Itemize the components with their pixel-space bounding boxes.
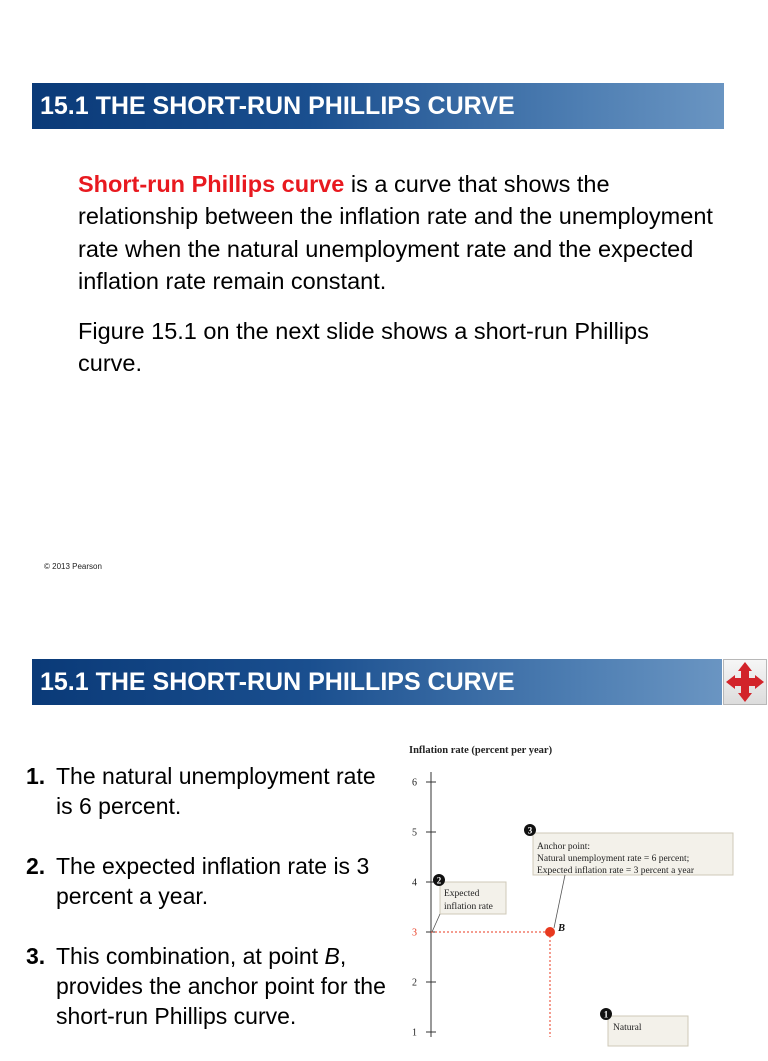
phillips-curve-chart [400,737,760,1037]
callout-line: Natural unemployment rate = 6 percent; [537,854,690,864]
callout-natural [600,1008,688,1046]
callout-line: Expected [444,889,480,899]
point-b-marker [545,927,555,937]
marker-number: 2 [436,875,442,886]
y-tick-label: 5 [412,827,417,839]
definition-text: is a curve that shows the relationship between the inflation rate and the unemployment rate when the natural unemployment rate and the expected inflation rate remain constant. [78,171,713,295]
item-number: 1. [26,763,46,789]
y-tick-label: 2 [412,977,417,989]
slide-2 [0,632,768,1039]
slide-divider [0,600,768,632]
marker-number: 1 [603,1009,609,1020]
list-item [26,941,386,1031]
point-b-label: B [558,923,566,934]
callout-line: Anchor point: [537,842,591,852]
key-term: Short-run Phillips curve [78,171,345,197]
y-tick-label: 1 [412,1027,417,1039]
callout-line: Expected inflation rate = 3 percent a year [537,866,695,876]
definition-paragraph [78,168,718,298]
callout-anchor-point [524,824,733,876]
y-tick-label: 4 [412,877,417,889]
slide-title: 15.1 THE SHORT-RUN PHILLIPS CURVE [32,659,722,705]
list-item [26,851,386,911]
callout-line: inflation rate [444,902,493,912]
item-text: The natural unemployment rate is 6 percent. [56,763,376,819]
list-item [26,761,386,821]
item-text: The expected inflation rate is 3 percent a year. [56,853,370,909]
callout-leader-line [432,914,440,932]
callout-line: Natural [613,1023,642,1033]
callout-expected-inflation [433,874,506,914]
numbered-list [26,761,386,1061]
callout-leader-line [554,875,565,928]
item-text-end: , provides the anchor point for the short-run Phillips curve. [56,943,386,1029]
slide-title: 15.1 THE SHORT-RUN PHILLIPS CURVE [32,83,724,129]
point-label: B [324,943,340,969]
marker-number: 3 [527,825,533,836]
figure-reference-paragraph [78,315,718,380]
item-number: 3. [26,943,46,969]
copyright-notice: © 2013 Pearson [44,562,102,571]
item-text-start: This combination, at point [56,943,325,969]
figure-reference-text: Figure 15.1 on the next slide shows a short-run Phillips curve. [78,318,649,377]
four-way-arrow-icon[interactable] [723,659,767,705]
y-axis-label: Inflation rate (percent per year) [409,745,553,756]
item-number: 2. [26,853,46,879]
y-tick-label: 3 [412,927,417,939]
y-tick-label: 6 [412,777,417,789]
